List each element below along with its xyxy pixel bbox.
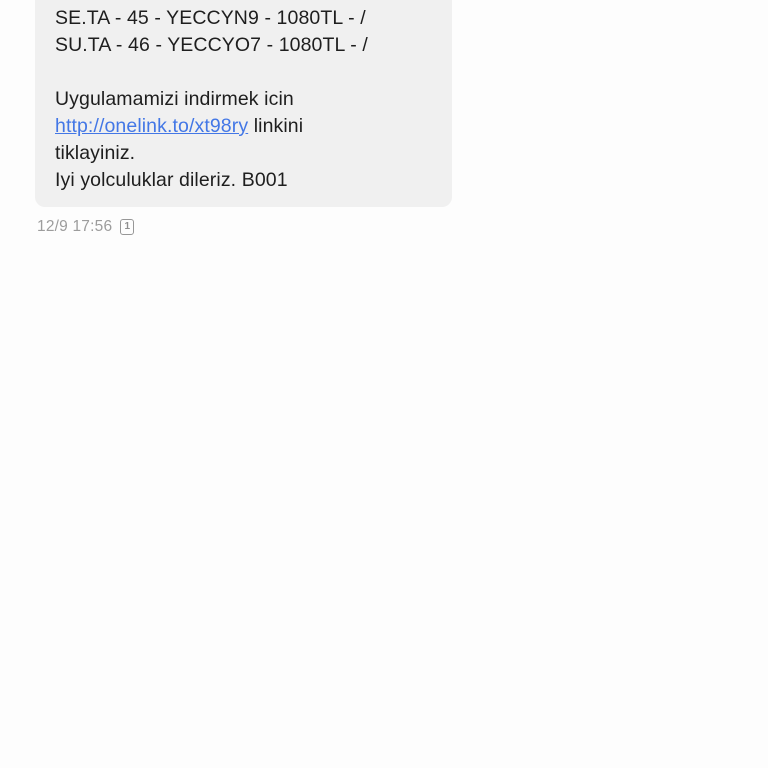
sim-slot-number: 1 [124, 221, 131, 232]
message-line-text: Uygulamamizi indirmek icin [55, 88, 294, 110]
message-line [55, 5, 434, 32]
sim-card-icon [120, 219, 134, 235]
message-line-text: SE.TA - 45 - YECCYN9 - 1080TL - / [55, 7, 366, 29]
message-timestamp: 12/9 17:56 [37, 218, 113, 235]
message-line [55, 167, 434, 194]
message-line [55, 113, 434, 140]
message-line-text: linkini [248, 115, 304, 137]
message-line [55, 32, 434, 59]
message-line-text: tiklayiniz. [55, 142, 136, 164]
received-message-bubble[interactable] [35, 0, 452, 207]
message-line [55, 140, 434, 167]
message-line-text: Iyi yolculuklar dileriz. B001 [55, 169, 288, 191]
message-meta [37, 218, 134, 236]
message-line-text: SU.TA - 46 - YECCYO7 - 1080TL - / [55, 34, 368, 56]
message-text [55, 5, 434, 194]
message-line [55, 59, 434, 86]
message-line [55, 86, 434, 113]
message-link[interactable]: http://onelink.to/xt98ry [55, 115, 249, 137]
